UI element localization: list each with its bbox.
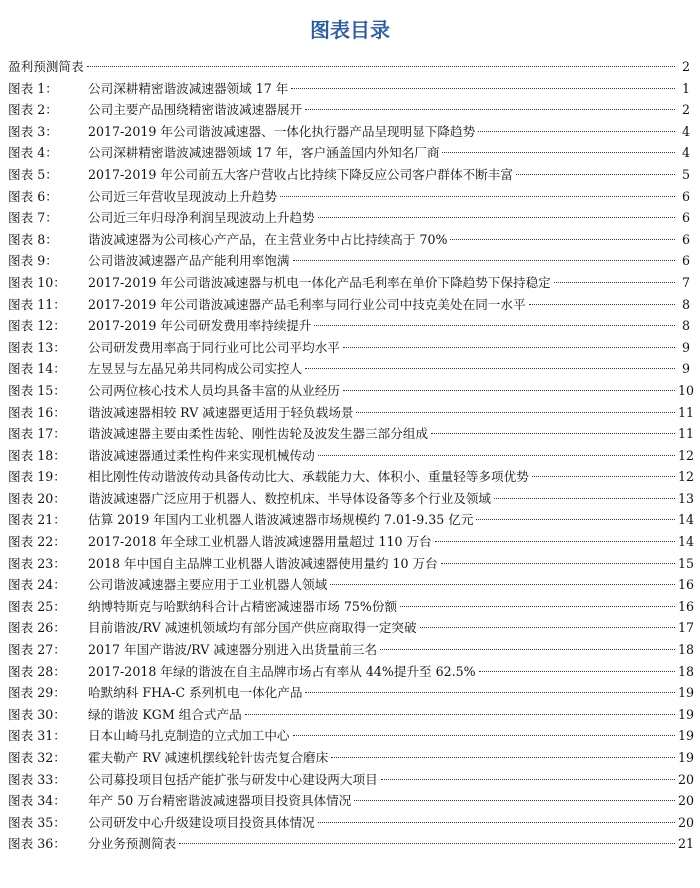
toc-entry[interactable]: [8, 423, 695, 445]
toc-page-number: 20: [678, 771, 695, 787]
toc-entry[interactable]: [8, 294, 690, 316]
toc-page-number: 14: [678, 512, 695, 528]
toc-entry[interactable]: [8, 142, 690, 164]
toc-entry[interactable]: [8, 661, 695, 683]
toc-page-number: 1: [681, 80, 690, 96]
toc-entry-label: 图表 32：: [8, 750, 66, 765]
toc-page-number: 19: [678, 750, 695, 765]
toc-page-number: 16: [678, 577, 695, 593]
toc-entry-label: 图表 27：: [8, 642, 66, 658]
toc-entry-title: 2017-2018 年全球工业机器人谐波减速器用量超过 110 万台: [88, 534, 432, 550]
toc-entry[interactable]: [8, 596, 695, 618]
toc-entry-title: 谐波减速器为公司核心产产品，在主营业务中占比持续高于 70%: [88, 231, 448, 247]
toc-dot-leader: [318, 455, 675, 456]
toc-entry-label: 图表 1：: [8, 80, 58, 96]
toc-entry[interactable]: [8, 402, 695, 424]
toc-entry[interactable]: [8, 56, 690, 78]
toc-page-number: 11: [678, 426, 695, 442]
toc-dot-leader: [314, 325, 675, 326]
toc-dot-leader: [441, 563, 675, 564]
toc-entry[interactable]: [8, 358, 690, 380]
toc-entry[interactable]: [8, 812, 695, 834]
toc-entry-title: 2017-2019 年公司研发费用率持续提升: [88, 318, 312, 334]
toc-dot-leader: [318, 822, 675, 823]
toc-entry[interactable]: [8, 445, 695, 467]
toc-entry-label: 图表 33：: [8, 771, 66, 787]
toc-dot-leader: [293, 260, 676, 261]
toc-page-number: 20: [678, 814, 695, 830]
toc-dot-leader: [305, 368, 675, 369]
toc-entry-label: 图表 28：: [8, 663, 66, 679]
toc-entry-title: 谐波减速器相较 RV 减速器更适用于轻负载场景: [88, 404, 354, 420]
toc-dot-leader: [343, 347, 675, 348]
toc-page-number: 18: [678, 663, 695, 679]
toc-entry-label: 图表 31：: [8, 728, 66, 744]
toc-entry-label: 图表 7：: [8, 210, 58, 226]
toc-entry[interactable]: [8, 229, 690, 251]
toc-entry-title: 2017-2019 年公司谐波减速器产品毛利率与同行业公司中技克美处在同一水平: [88, 296, 526, 312]
toc-dot-leader: [529, 304, 675, 305]
toc-page-number: 2: [681, 59, 690, 74]
toc-entry[interactable]: [8, 704, 695, 726]
toc-dot-leader: [476, 519, 675, 520]
toc-entry-title: 公司两位核心技术人员均具备丰富的从业经历: [88, 382, 340, 398]
toc-page-number: 6: [681, 188, 690, 204]
toc-entry-title: 2017-2019 年公司谐波减速器与机电一体化产品毛利率在单价下降趋势下保持稳定: [88, 274, 551, 290]
toc-page-number: 12: [678, 447, 695, 463]
toc-dot-leader: [179, 843, 675, 844]
toc-list: [8, 56, 695, 855]
toc-dot-leader: [532, 476, 675, 477]
toc-entry-label: 图表 9：: [8, 253, 58, 269]
toc-entry[interactable]: [8, 639, 695, 661]
toc-page-number: 8: [681, 296, 690, 312]
toc-page-number: 8: [681, 318, 690, 334]
toc-entry-title: 年产 50 万台精密谐波减速器项目投资具体情况: [88, 793, 352, 809]
toc-dot-leader: [435, 541, 675, 542]
toc-entry-label: 图表 16：: [8, 404, 66, 420]
toc-page-number: 11: [678, 404, 695, 420]
toc-entry-label: 图表 22：: [8, 534, 66, 550]
toc-entry-label: 图表 2：: [8, 102, 58, 118]
toc-entry-title: 霍夫勒产 RV 减速机摆线轮针齿壳复合磨床: [88, 750, 329, 765]
toc-dot-leader: [478, 131, 675, 132]
page-title: 图表目录: [310, 18, 390, 42]
toc-entry-label: 图表 10：: [8, 274, 66, 290]
toc-entry-title: 2017-2019 年公司前五大客户营收占比持续下降反应公司客户群体不断丰富: [88, 166, 513, 182]
toc-entry-label: 图表 26：: [8, 620, 66, 636]
toc-entry[interactable]: [8, 747, 695, 769]
toc-entry-label: 图表 35：: [8, 814, 66, 830]
toc-entry[interactable]: [8, 553, 695, 575]
toc-entry-title: 谐波减速器主要由柔性齿轮、刚性齿轮及波发生器三部分组成: [88, 426, 429, 442]
toc-entry-label: 图表 3：: [8, 123, 58, 139]
toc-dot-leader: [330, 584, 675, 585]
toc-entry-title: 公司谐波减速器主要应用于工业机器人领域: [88, 577, 328, 593]
toc-entry[interactable]: [8, 99, 690, 121]
toc-page-number: 13: [678, 490, 695, 506]
toc-page-number: 16: [678, 598, 695, 614]
toc-entry-label: 图表 23：: [8, 555, 66, 571]
toc-entry-title: 公司近三年归母净利润呈现波动上升趋势: [88, 210, 315, 226]
toc-entry[interactable]: [8, 509, 695, 531]
toc-page-number: 12: [678, 469, 695, 485]
toc-entry-title: 公司深耕精密谐波减速器领域 17 年，客户涵盖国内外知名厂商: [88, 145, 440, 161]
toc-entry-title: 2017 年国产谐波/RV 减速器分别进入出货量前三名: [88, 642, 378, 658]
toc-page-number: 9: [681, 361, 690, 377]
toc-page-number: 18: [678, 642, 695, 658]
toc-page-number: 20: [678, 793, 695, 809]
toc-page-number: 14: [678, 534, 695, 550]
toc-entry[interactable]: [8, 121, 690, 143]
toc-dot-leader: [420, 627, 675, 628]
toc-entry-label: 图表 13：: [8, 339, 66, 355]
toc-entry-title: 公司主要产品围绕精密谐波减速器展开: [88, 102, 303, 118]
toc-dot-leader: [331, 757, 675, 758]
toc-entry[interactable]: [8, 186, 690, 208]
toc-entry-title: 公司募投项目包括产能扩张与研发中心建设两大项目: [88, 771, 378, 787]
toc-entry[interactable]: [8, 725, 695, 747]
toc-dot-leader: [318, 217, 675, 218]
toc-entry-title: 左昱昱与左晶兄弟共同构成公司实控人: [88, 361, 303, 377]
toc-page-number: 17: [678, 620, 695, 636]
toc-entry-label: 图表 5：: [8, 166, 58, 182]
toc-entry-title: 目前谐波/RV 减速机领域均有部分国产供应商取得一定突破: [88, 620, 417, 636]
toc-dot-leader: [479, 671, 675, 672]
toc-entry[interactable]: [8, 531, 695, 553]
toc-entry-title: 2017-2019 年公司谐波减速器、一体化执行器产品呈现明显下降趋势: [88, 123, 476, 139]
toc-entry[interactable]: [8, 337, 690, 359]
toc-entry-label: 图表 17：: [8, 426, 66, 442]
toc-dot-leader: [380, 649, 675, 650]
toc-dot-leader: [245, 714, 675, 715]
toc-dot-leader: [442, 152, 675, 153]
toc-entry[interactable]: [8, 790, 695, 812]
toc-entry[interactable]: [8, 682, 695, 704]
toc-page-number: 19: [678, 728, 695, 744]
toc-entry[interactable]: [8, 380, 695, 402]
toc-entry-title: 相比刚性传动谐波传动具备传动比大、承载能力大、体积小、重量轻等多项优势: [88, 469, 529, 485]
toc-dot-leader: [356, 412, 675, 413]
toc-dot-leader: [554, 282, 675, 283]
toc-entry-label: 图表 21：: [8, 512, 66, 528]
toc-entry-title: 纳博特斯克与哈默纳科合计占精密减速器市场 75%份额: [88, 598, 398, 614]
toc-entry-label: 图表 15：: [8, 382, 66, 398]
toc-page-number: 15: [678, 555, 695, 571]
toc-entry-title: 2017-2018 年绿的谐波在自主品牌市场占有率从 44%提升至 62.5%: [88, 663, 476, 679]
toc-page-number: 6: [681, 231, 690, 247]
toc-entry-label: 图表 12：: [8, 318, 66, 334]
toc-entry-title: 2018 年中国自主品牌工业机器人谐波减速器使用量约 10 万台: [88, 555, 438, 571]
toc-page-number: 4: [681, 145, 690, 161]
toc-entry[interactable]: [8, 315, 690, 337]
toc-entry[interactable]: [8, 272, 690, 294]
toc-dot-leader: [305, 109, 675, 110]
toc-dot-leader: [87, 66, 675, 67]
toc-entry[interactable]: [8, 207, 690, 229]
toc-dot-leader: [431, 433, 675, 434]
toc-dot-leader: [305, 692, 675, 693]
toc-entry-title: 公司近三年营收呈现波动上升趋势: [88, 188, 277, 204]
toc-dot-leader: [293, 735, 676, 736]
toc-dot-leader: [494, 498, 675, 499]
toc-dot-leader: [450, 239, 675, 240]
toc-entry-label: 图表 11：: [8, 296, 66, 312]
toc-page-number: 19: [678, 685, 695, 701]
toc-page-number: 5: [681, 166, 690, 182]
toc-entry-label: 图表 18：: [8, 447, 66, 463]
toc-entry-label: 图表 20：: [8, 490, 66, 506]
toc-entry[interactable]: [8, 78, 690, 100]
toc-entry-title: 日本山崎马扎克制造的立式加工中心: [88, 728, 290, 744]
toc-page-number: 6: [681, 210, 690, 226]
toc-entry-title: 绿的谐波 KGM 组合式产品: [88, 706, 242, 722]
toc-entry[interactable]: [8, 488, 695, 510]
toc-page-number: 7: [681, 274, 690, 290]
toc-page-number: 19: [678, 706, 695, 722]
toc-entry-title: 公司研发中心升级建设项目投资具体情况: [88, 814, 315, 830]
toc-page-number: 6: [681, 253, 690, 269]
toc-entry-label: 图表 14：: [8, 361, 66, 377]
toc-entry-label: 图表 19：: [8, 469, 66, 485]
toc-entry-label: 图表 34：: [8, 793, 66, 809]
toc-dot-leader: [400, 606, 675, 607]
toc-entry[interactable]: [8, 250, 690, 272]
toc-dot-leader: [516, 174, 675, 175]
toc-page-number: 2: [681, 102, 690, 118]
toc-dot-leader: [343, 390, 675, 391]
toc-entry-label: 图表 30：: [8, 706, 66, 722]
toc-entry-title: 公司研发费用率高于同行业可比公司平均水平: [88, 339, 340, 355]
toc-entry-title: 估算 2019 年国内工业机器人谐波减速器市场规模约 7.01-9.35 亿元: [88, 512, 474, 528]
toc-entry[interactable]: [8, 574, 695, 596]
toc-page-number: 4: [681, 123, 690, 139]
toc-dot-leader: [280, 196, 675, 197]
toc-dot-leader: [381, 779, 675, 780]
toc-entry-label: 图表 24：: [8, 577, 66, 593]
toc-entry-label: 图表 4：: [8, 145, 58, 161]
toc-entry-title: 公司谐波减速器产品产能利用率饱满: [88, 253, 290, 269]
toc-entry-label: 图表 6：: [8, 188, 58, 204]
toc-entry-label: 图表 25：: [8, 598, 66, 614]
toc-entry[interactable]: [8, 164, 690, 186]
toc-page-number: 9: [681, 339, 690, 355]
toc-entry-label: 图表 8：: [8, 231, 58, 247]
toc-entry-title: 哈默纳科 FHA-C 系列机电一体化产品: [88, 685, 303, 701]
toc-entry[interactable]: [8, 466, 695, 488]
toc-entry-title: 公司深耕精密谐波减速器领域 17 年: [88, 80, 289, 96]
toc-entry-title: 分业务预测简表: [88, 836, 177, 852]
toc-page-number: 21: [678, 836, 695, 852]
toc-entry[interactable]: [8, 617, 695, 639]
toc-entry[interactable]: [8, 769, 695, 791]
toc-entry-title: 谐波减速器广泛应用于机器人、数控机床、半导体设备等多个行业及领域: [88, 490, 491, 506]
toc-dot-leader: [354, 800, 675, 801]
toc-entry-title: 谐波减速器通过柔性构件来实现机械传动: [88, 447, 315, 463]
toc-entry-label: 图表 36：: [8, 836, 66, 852]
toc-entry-label: 图表 29：: [8, 685, 66, 701]
toc-page-number: 10: [678, 382, 695, 398]
toc-entry-title: 盈利预测简表: [8, 59, 84, 74]
toc-entry[interactable]: [8, 833, 695, 855]
toc-dot-leader: [291, 88, 675, 89]
